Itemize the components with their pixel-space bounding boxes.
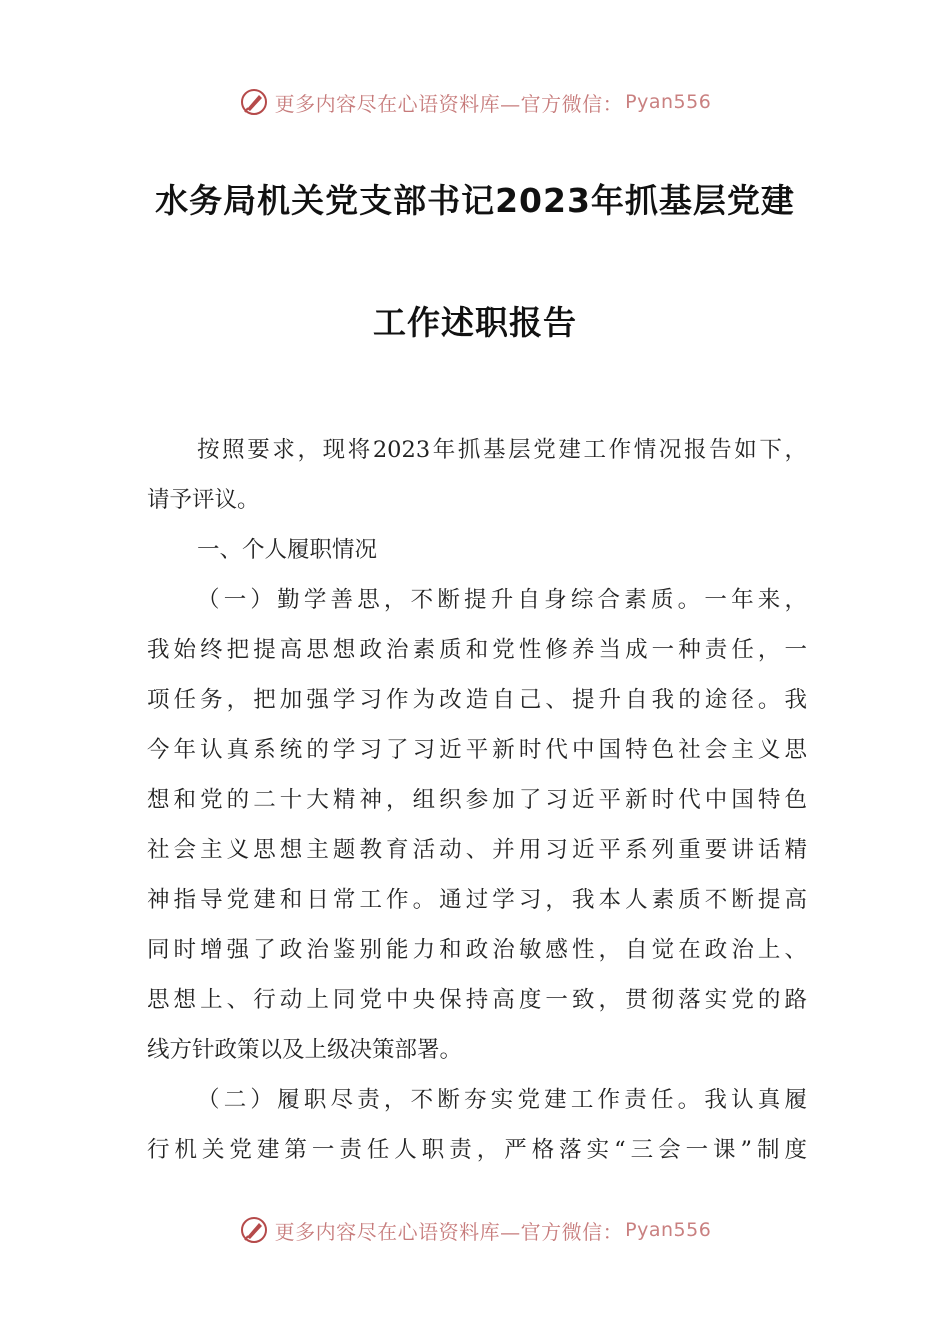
paragraph-line: （一）勤学善思，不断提升自身综合素质。一年来， xyxy=(197,587,807,613)
paragraph-line: 请予评议。 xyxy=(147,487,260,513)
watermark-wechat-id: Pyan556 xyxy=(625,91,712,113)
section-heading: 一、个人履职情况 xyxy=(197,537,378,563)
paragraph-line: 项任务，把加强学习作为改造自己、提升自我的途径。我 xyxy=(147,687,807,713)
paragraph-line: 线方针政策以及上级决策部署。 xyxy=(147,1037,463,1063)
doc-body xyxy=(147,425,807,1175)
paragraph-line: 今年认真系统的学习了习近平新时代中国特色社会主义思 xyxy=(147,737,807,763)
doc-title-line-2: 工作述职报告 xyxy=(373,303,577,342)
paragraph-line: 神指导党建和日常工作。通过学习，我本人素质不断提高 xyxy=(147,887,807,913)
doc-title-line-1: 水务局机关党支部书记2023年抓基层党建 xyxy=(155,181,795,220)
watermark-text: 更多内容尽在心语资料库—官方微信： xyxy=(274,1219,624,1244)
quill-logo-icon xyxy=(239,1215,269,1245)
paragraph-line: 我始终把提高思想政治素质和党性修养当成一种责任，一 xyxy=(147,637,807,663)
watermark-wechat-id: Pyan556 xyxy=(625,1219,712,1241)
paragraph-line: 同时增强了政治鉴别能力和政治敏感性，自觉在政治上、 xyxy=(147,937,807,963)
quill-logo-icon xyxy=(239,87,269,117)
paragraph-line: 思想上、行动上同党中央保持高度一致，贯彻落实党的路 xyxy=(147,987,807,1013)
watermark-header xyxy=(0,82,950,122)
paragraph-line: 想和党的二十大精神，组织参加了习近平新时代中国特色 xyxy=(147,787,807,813)
paragraph-line: 行机关党建第一责任人职责，严格落实“三会一课”制度 xyxy=(147,1137,807,1163)
paragraph-line: 社会主义思想主题教育活动、并用习近平系列重要讲话精 xyxy=(147,837,807,863)
watermark-text: 更多内容尽在心语资料库—官方微信： xyxy=(274,91,624,116)
paragraph-line: 按照要求，现将2023年抓基层党建工作情况报告如下， xyxy=(197,437,807,463)
paragraph-line: （二）履职尽责，不断夯实党建工作责任。我认真履 xyxy=(197,1087,807,1113)
watermark-footer xyxy=(0,1210,950,1250)
